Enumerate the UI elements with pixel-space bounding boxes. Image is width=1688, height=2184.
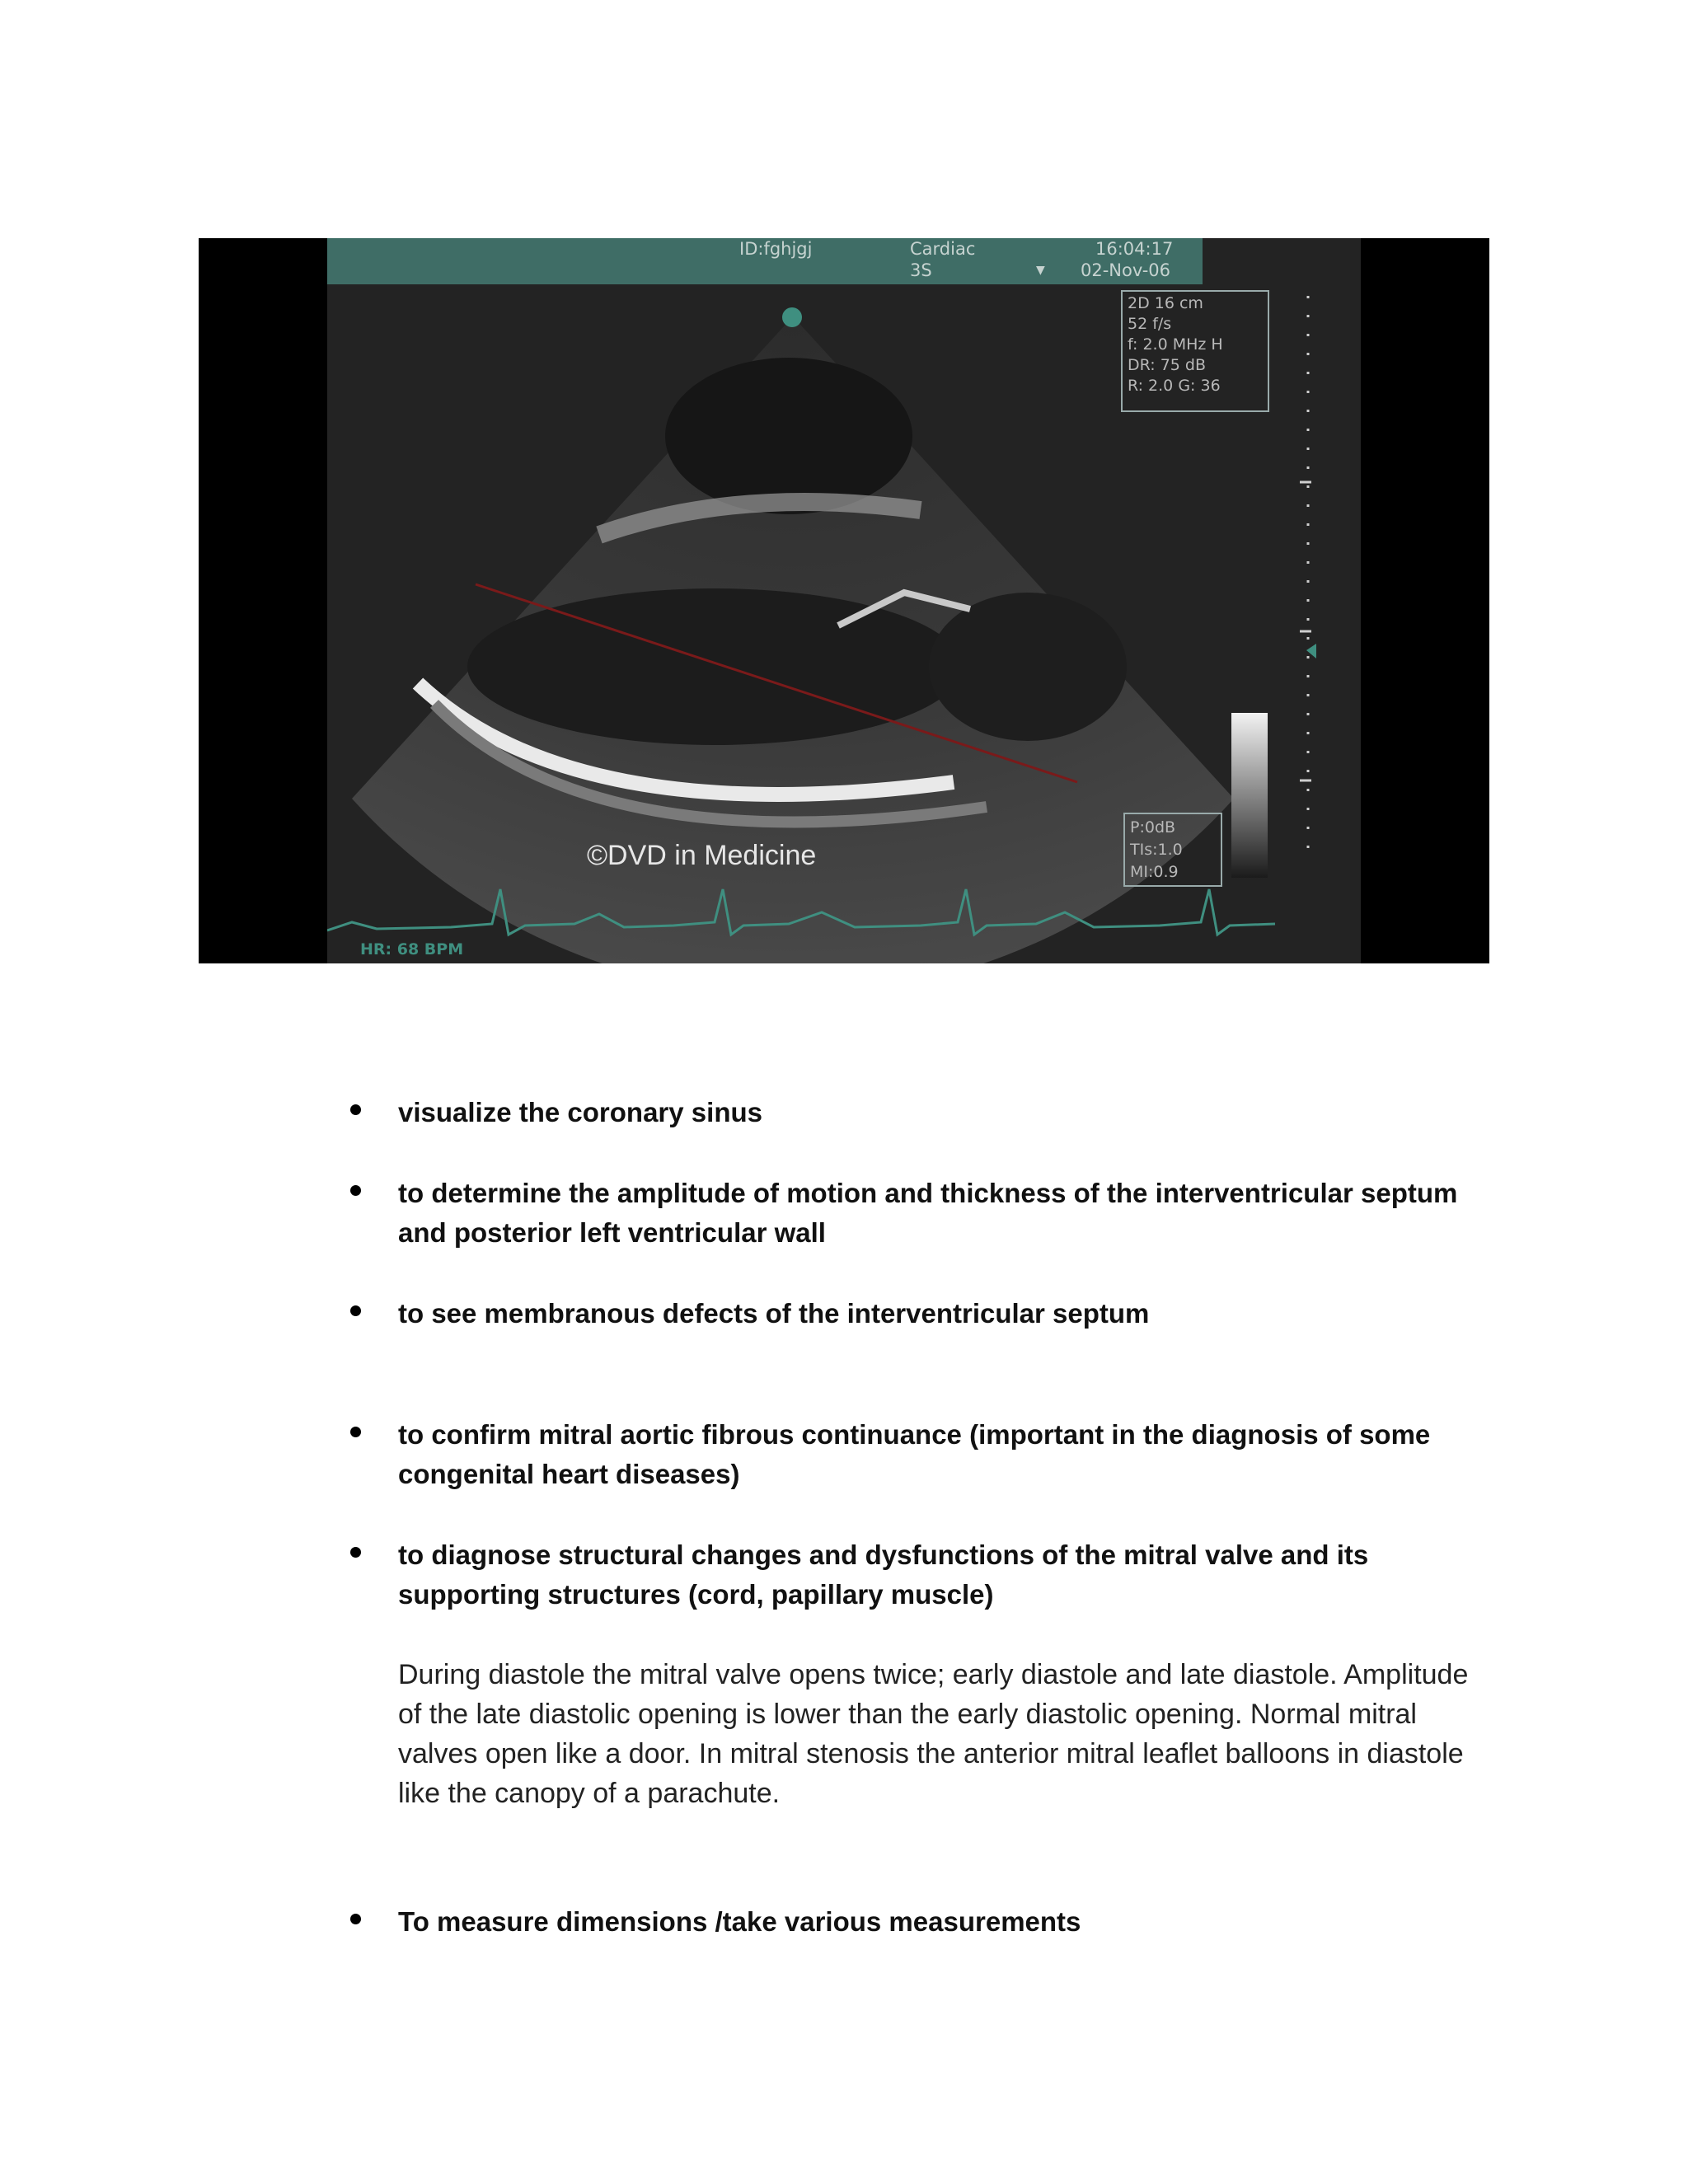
settings-line: DR: 75 dB (1128, 356, 1206, 374)
settings-line: 52 f/s (1128, 315, 1172, 333)
list-item-text: to confirm mitral aortic fibrous continuance (important in the diagnosis of some congenital heart diseases) (398, 1419, 1431, 1489)
list-item-text: to diagnose structural changes and dysfunctions of the mitral valve and its supporting structures (cord, papillary muscle) (398, 1540, 1369, 1610)
watermark: ©DVD in Medicine (587, 840, 817, 871)
exam-preset: Cardiac (910, 239, 976, 259)
orientation-marker-icon (782, 307, 802, 327)
bullet-icon (350, 1427, 367, 1443)
power-line: TIs:1.0 (1130, 841, 1183, 859)
list-item (398, 1294, 1494, 1333)
ultrasound-screen (327, 238, 1361, 963)
heart-rate-label: HR: 68 BPM (360, 940, 464, 958)
list-item (398, 1902, 1494, 1942)
patient-id: ID:fghjgj (739, 239, 813, 259)
bullet-icon (350, 1104, 367, 1121)
list-item (398, 1415, 1494, 1494)
bullet-icon (350, 1185, 367, 1202)
date-label: 02-Nov-06 (1081, 260, 1171, 280)
dropdown-triangle-icon: ▼ (1036, 264, 1045, 277)
list-item-text: visualize the coronary sinus (398, 1097, 762, 1127)
bullet-icon (350, 1547, 367, 1563)
power-settings-panel (1123, 813, 1222, 887)
right-ventricle-cavity (665, 358, 912, 514)
depth-scale (1300, 296, 1311, 865)
left-atrium-cavity (929, 593, 1127, 741)
echocardiogram-image (199, 238, 1489, 963)
list-item (398, 1535, 1494, 1615)
time-label: 16:04:17 (1095, 239, 1174, 259)
scan-settings-panel (1121, 290, 1269, 412)
power-line: P:0dB (1130, 818, 1176, 837)
list-item-text: To measure dimensions /take various measurements (398, 1906, 1081, 1937)
settings-line: f: 2.0 MHz H (1128, 335, 1223, 354)
left-ventricle-cavity (467, 588, 962, 745)
settings-line: R: 2.0 G: 36 (1128, 377, 1221, 395)
settings-line: 2D 16 cm (1128, 294, 1203, 312)
probe-label: 3S (910, 260, 932, 280)
greyscale-bar (1231, 713, 1268, 878)
bullet-icon (350, 1305, 367, 1322)
list-item (398, 1093, 1494, 1132)
list-item-text: to determine the amplitude of motion and thickness of the interventricular septum and posterior left ventricular wall (398, 1178, 1458, 1248)
list-item-text: to see membranous defects of the interventricular septum (398, 1298, 1150, 1329)
mitral-valve-paragraph: During diastole the mitral valve opens twice; early diastole and late diastole. Amplitude of the late diastolic opening is lower than the early diastolic opening. Normal mitral valves open like a door. In mitral stenosis the anterior mitral leaflet balloons in diastole like the canopy of a parachute. (398, 1659, 1469, 1809)
bullet-icon (350, 1914, 367, 1930)
power-line: MI:0.9 (1130, 863, 1179, 881)
list-item (398, 1174, 1494, 1253)
